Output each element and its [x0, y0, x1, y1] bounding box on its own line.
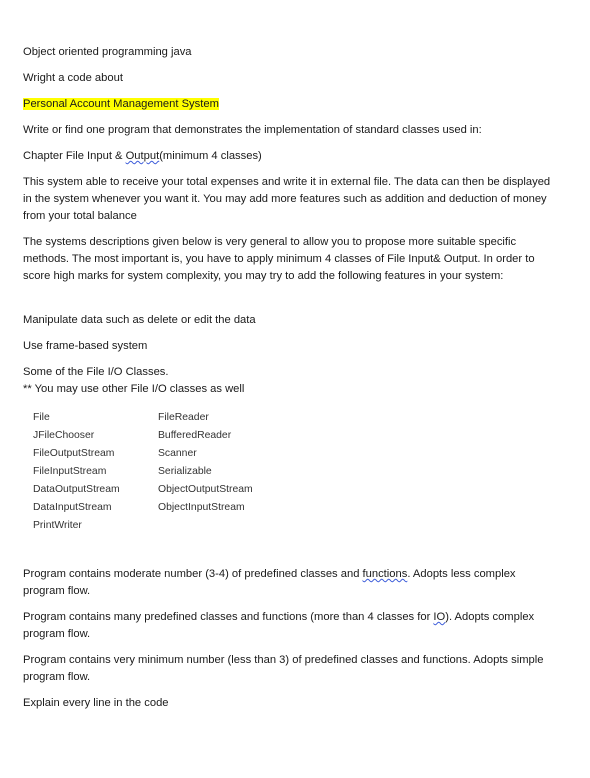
final-instruction: Explain every line in the code: [23, 697, 169, 709]
file-io-note: ** You may use other File I/O classes as well: [23, 383, 245, 395]
criteria-2: [23, 609, 553, 643]
class-item: BufferedReader: [158, 430, 232, 441]
criteria-1: [23, 566, 553, 600]
highlighted-topic: Personal Account Management System: [23, 98, 219, 110]
class-item: FileInputStream: [33, 466, 107, 477]
topic-line: [23, 96, 553, 113]
class-item: FileOutputStream: [33, 448, 115, 459]
class-item: File: [33, 412, 50, 423]
class-item: JFileChooser: [33, 430, 95, 441]
criteria-3: Program contains very minimum number (less than 3) of predefined classes and functions. Adopts simple program flow.: [23, 654, 544, 683]
class-item: DataInputStream: [33, 502, 112, 513]
class-item: Serializable: [158, 466, 212, 477]
criteria-2-flagged-word: IO: [433, 611, 446, 623]
criteria-1-suffix: . Adopts less complex program flow.: [23, 568, 516, 597]
class-item: FileReader: [158, 412, 209, 423]
criteria-2-suffix: ). Adopts complex program flow.: [23, 611, 535, 640]
criteria-1-flagged-word: functions: [362, 568, 408, 580]
class-item: DataOutputStream: [33, 484, 120, 495]
class-item: PrintWriter: [33, 520, 82, 531]
feature-item-1: Manipulate data such as delete or edit the data: [23, 314, 256, 326]
class-item: Scanner: [158, 448, 197, 459]
prompt-line: Wright a code about: [23, 72, 123, 84]
criteria-1-prefix: Program contains moderate number (3-4) of predefined classes and: [23, 568, 363, 580]
file-io-class-list-right: [158, 409, 253, 517]
description-paragraph-2: The systems descriptions given below is very general to allow you to propose more suitable specific methods. The most important is, you have to apply minimum 4 classes of File Input& Output. In order to score high marks for system complexity, you may try to add the following features in your system:: [23, 236, 535, 282]
chapter-suffix: (minimum 4 classes): [159, 150, 262, 162]
description-paragraph-1: This system able to receive your total expenses and write it in external file. The data can then be displayed in the system whenever you want it. You may add more features such as addition and deduction of money from your total balance: [23, 176, 551, 222]
class-item: ObjectOutputStream: [158, 484, 253, 495]
feature-item-2: Use frame-based system: [23, 340, 148, 352]
course-title: Object oriented programming java: [23, 46, 192, 58]
chapter-line: [23, 148, 553, 165]
file-io-class-list-left: [33, 409, 120, 535]
task-line: Write or find one program that demonstrates the implementation of standard classes used in:: [23, 124, 482, 136]
criteria-2-prefix: Program contains many predefined classes and functions (more than 4 classes for: [23, 611, 434, 623]
file-io-heading: Some of the File I/O Classes.: [23, 366, 169, 378]
class-item: ObjectInputStream: [158, 502, 245, 513]
chapter-prefix: Chapter File Input &: [23, 150, 126, 162]
chapter-misspelled-word: Output: [125, 150, 160, 162]
